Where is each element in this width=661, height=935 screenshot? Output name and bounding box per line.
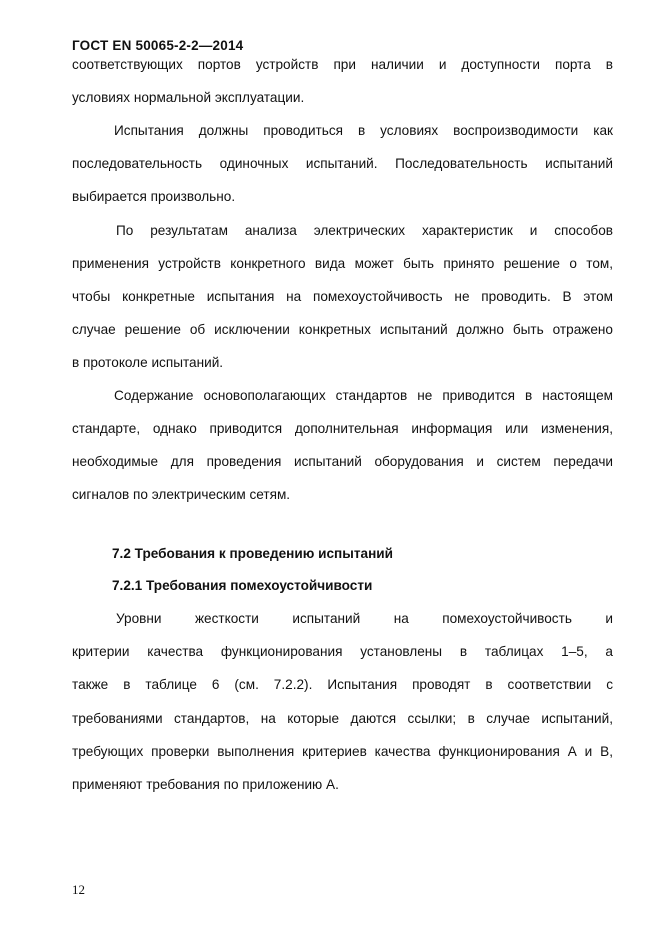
text-line: чтобы конкретные испытания на помехоустойчивость не проводить. В этом	[72, 289, 613, 304]
text-line: По результатам анализа электрических характеристик и способов	[116, 223, 613, 238]
text-line: применяют требования по приложению А.	[72, 777, 339, 792]
section-heading: 7.2 Требования к проведению испытаний	[112, 546, 394, 561]
text-line: последовательность одиночных испытаний. Последовательность испытаний	[72, 156, 613, 171]
text-line: Уровни жесткости испытаний на помехоустойчивость и	[116, 611, 613, 626]
text-line: также в таблице 6 (см. 7.2.2). Испытания проводят в соответствии с	[72, 677, 613, 692]
text-line: требованиями стандартов, на которые даются ссылки; в случае испытаний,	[72, 711, 613, 726]
text-line: применения устройств конкретного вида может быть принято решение о том,	[72, 256, 613, 271]
page-number: 12	[72, 882, 85, 897]
text-line: в протоколе испытаний.	[72, 355, 224, 370]
text-line: условиях нормальной эксплуатации.	[72, 90, 305, 105]
document-header: ГОСТ EN 50065-2-2—2014	[72, 38, 244, 53]
text-line: Содержание основополагающих стандартов не приводится в настоящем	[114, 388, 613, 403]
text-line: сигналов по электрическим сетям.	[72, 487, 291, 502]
text-line: соответствующих портов устройств при наличии и доступности порта в	[72, 57, 613, 72]
text-line: требующих проверки выполнения критериев качества функционирования А и В,	[72, 744, 613, 759]
text-line: критерии качества функционирования установлены в таблицах 1–5, а	[72, 644, 613, 659]
text-line: необходимые для проведения испытаний оборудования и систем передачи	[72, 454, 613, 469]
text-line: случае решение об исключении конкретных испытаний должно быть отражено	[72, 322, 613, 337]
text-line: Испытания должны проводиться в условиях воспроизводимости как	[114, 123, 613, 138]
subsection-heading: 7.2.1 Требования помехоустойчивости	[112, 578, 373, 593]
text-line: выбирается произвольно.	[72, 189, 236, 204]
text-line: стандарте, однако приводится дополнительная информация или изменения,	[72, 421, 613, 436]
